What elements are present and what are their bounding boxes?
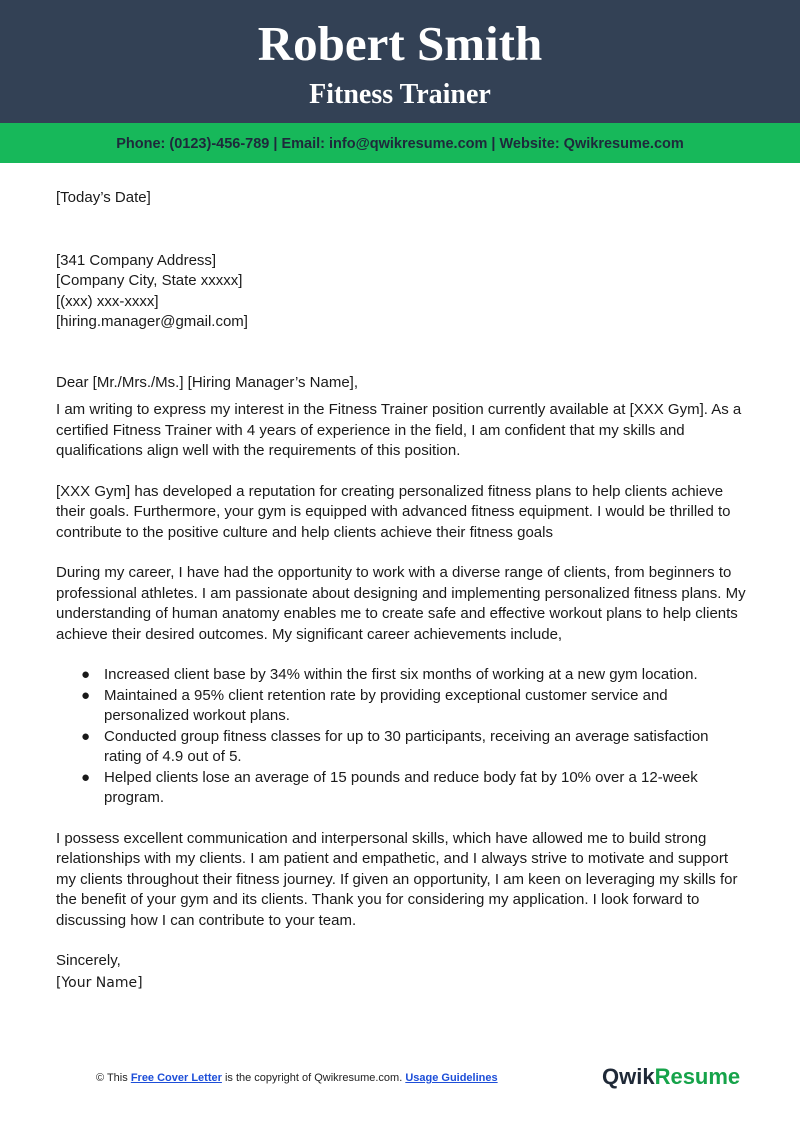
list-item bbox=[56, 727, 746, 768]
list-item-text: Helped clients lose an average of 15 pounds and reduce body fat by 10% over a 12-week program. bbox=[104, 768, 698, 806]
contact-bar: Phone: (0123)-456-789 | Email: info@qwikresume.com | Website: Qwikresume.com bbox=[0, 123, 800, 163]
candidate-title: Fitness Trainer bbox=[309, 79, 491, 110]
free-cover-letter-link[interactable]: Free Cover Letter bbox=[130, 1072, 222, 1084]
logo-part-qwik: Qwik bbox=[602, 1064, 655, 1089]
candidate-name: Robert Smith bbox=[257, 16, 543, 71]
address-line: [(xxx) xxx-xxxx] bbox=[56, 292, 159, 310]
signature: [Your Name] bbox=[56, 974, 143, 991]
paragraph-company: [XXX Gym] has developed a reputation for creating personalized fitness plans to help clients achieve their goals. Furthermore, your gym is equipped with advanced fitness equipment. I would be thrilled to contribute to the positive culture and help clients achieve their fitness goals bbox=[56, 482, 731, 541]
list-item bbox=[56, 686, 746, 727]
list-item-text: Increased client base by 34% within the first six months of working at a new gym location. bbox=[104, 666, 698, 683]
address-line: [Company City, State xxxxx] bbox=[56, 272, 243, 289]
sign-off: Sincerely, bbox=[56, 952, 121, 969]
letter-body bbox=[56, 188, 746, 994]
bullet-icon: ● bbox=[81, 666, 91, 683]
resume-header bbox=[0, 0, 800, 123]
list-item bbox=[56, 768, 746, 809]
achievements-list bbox=[56, 665, 746, 809]
recipient-address bbox=[56, 251, 746, 333]
address-line: [341 Company Address] bbox=[56, 251, 217, 269]
paragraph-closing: I possess excellent communication and interpersonal skills, which have allowed me to build strong relationships with my clients. I am patient and empathetic, and I always strive to motivate and support my clients throughout their fitness journey. If given an opportunity, I am keen on leveraging my skills for the benefit of your gym and its clients. Thank you for considering my application. I look forward to discussing how I can contribute to your team. bbox=[56, 829, 738, 929]
bullet-icon: ● bbox=[81, 768, 91, 786]
copyright-footer bbox=[96, 1071, 498, 1085]
paragraph-career: During my career, I have had the opportunity to work with a diverse range of clients, from beginners to professional athletes. I am passionate about designing and implementing personalized fitness plans. My understanding of human anatomy enables me to create safe and effective workout plans to help clients achieve their desired outcomes. My significant career achievements include, bbox=[56, 564, 746, 643]
list-item bbox=[56, 665, 746, 686]
list-item-text: Maintained a 95% client retention rate by providing exceptional customer service and personalized workout plans. bbox=[104, 686, 668, 724]
bullet-icon: ● bbox=[81, 727, 91, 745]
footer-prefix: © This bbox=[96, 1072, 131, 1084]
address-line: [hiring.manager@gmail.com] bbox=[56, 313, 248, 330]
greeting: Dear [Mr./Mrs./Ms.] [Hiring Manager’s Name], bbox=[56, 373, 359, 391]
footer-middle: is the copyright of Qwikresume.com. bbox=[221, 1072, 406, 1084]
letter-date: [Today’s Date] bbox=[56, 189, 151, 206]
qwikresume-logo bbox=[602, 1063, 740, 1091]
usage-guidelines-link[interactable]: Usage Guidelines bbox=[405, 1072, 498, 1084]
bullet-icon: ● bbox=[81, 686, 91, 704]
paragraph-intro: I am writing to express my interest in the Fitness Trainer position currently available at [XXX Gym]. As a certified Fitness Trainer with 4 years of experience in the field, I am confident that my skills and qualifications align well with the requirements of this position. bbox=[56, 401, 742, 459]
list-item-text: Conducted group fitness classes for up to 30 participants, receiving an average satisfaction rating of 4.9 out of 5. bbox=[104, 727, 709, 765]
logo-part-resume: Resume bbox=[654, 1064, 741, 1089]
